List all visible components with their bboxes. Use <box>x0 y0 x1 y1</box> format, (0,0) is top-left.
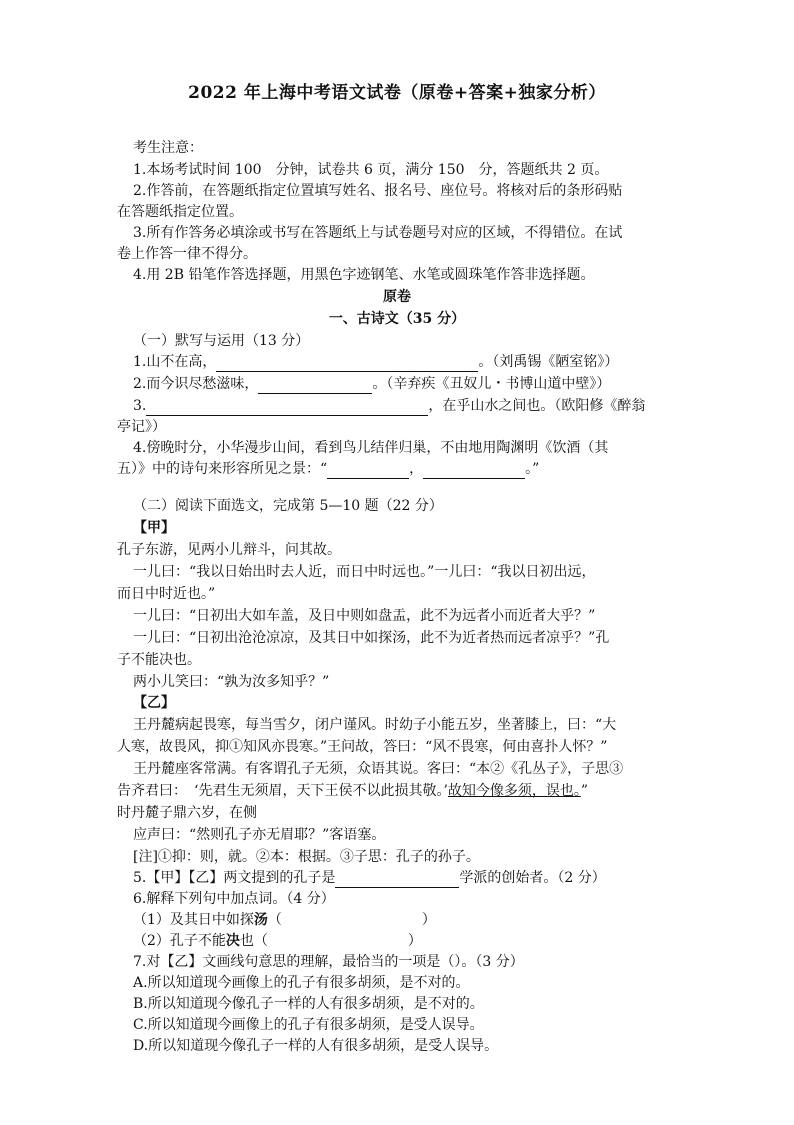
notice-item-4: 4.用 2B 铅笔作答选择题，用黑色字迹钢笔、水笔或圆珠笔作答非选择题。 <box>133 267 595 283</box>
q1-prefix: 1.山不在高， <box>133 354 217 370</box>
q6a-dotted-word: 汤 <box>253 912 268 928</box>
notice-item-3: 3.所有作答务必填涂或书写在答题纸上与试卷题号对应的区域，不得错位。在试 <box>133 225 623 241</box>
q4-answer-blank-2[interactable] <box>423 462 525 479</box>
q5-answer-blank[interactable] <box>335 871 459 888</box>
yi-line-3: 王丹麓座客常满。有客谓孔子无须，众语其说。客曰：“本②《孔丛子》，子思③ <box>133 761 624 777</box>
jia-line-2: 一儿曰：“我以日始出时去人近，而日中时远也。”一儿曰：“我以日初出远， <box>133 564 596 580</box>
q4-mid: ， <box>409 461 424 477</box>
jia-label: 【甲】 <box>133 520 175 536</box>
yi-line-4 <box>117 781 697 801</box>
q6b-prefix: （2）孔子不能 <box>133 933 226 949</box>
question-7-option-b[interactable]: B.所以知道现今像孔子一样的人有很多胡须，是不对的。 <box>133 996 484 1012</box>
q3-prefix: 3. <box>133 398 147 414</box>
question-5 <box>133 868 713 888</box>
question-7-stem: 7.对【乙】文画线句意思的理解，最恰当的一项是（）。（3 分） <box>133 954 524 970</box>
question-3 <box>133 396 713 416</box>
question-4-line1: 4.傍晚时分，小华漫步山间，看到鸟儿结伴归巢，不由地用陶渊明《饮酒（其 <box>133 440 609 456</box>
q6a-prefix: （1）及其日中如探 <box>133 912 254 928</box>
page-title: 2022 年上海中考语文试卷（原卷+答案+独家分析） <box>188 83 606 103</box>
q4-prefix: 五）》中的诗句来形容所见之景：“ <box>117 461 328 477</box>
jia-line-1: 孔子东游，见两小儿辩斗，问其故。 <box>117 542 341 558</box>
question-6-item-1 <box>133 910 713 930</box>
jia-line-5: 一儿曰：“日初出沧沧凉凉，及其日中如探汤，此不为近者热而远者凉乎？”孔 <box>133 630 610 646</box>
question-2 <box>133 374 713 394</box>
question-7-option-c[interactable]: C.所以知道现今画像上的孔子有很多胡须，是受人误导。 <box>133 1017 484 1033</box>
question-1 <box>133 352 713 372</box>
q6b-dotted-word: 决 <box>225 933 240 949</box>
notice-item-3-cont: 卷上作答一律不得分。 <box>117 246 257 262</box>
question-6-item-2 <box>133 931 713 951</box>
q4-answer-blank-1[interactable] <box>327 462 409 479</box>
q6a-answer-bracket[interactable]: （ ） <box>267 912 436 928</box>
question-7-option-a[interactable]: A.所以知道现今画像上的孔子有很多胡须，是不对的。 <box>133 975 470 991</box>
jia-line-3: 而日中时近也。” <box>117 586 216 602</box>
q1-suffix: 。（刘禹锡《陋室铭》） <box>478 354 619 370</box>
jia-line-6: 子不能决也。 <box>117 652 201 668</box>
yi-underlined-sentence: 故知今像多须，误也。 <box>447 783 581 799</box>
yi-line-4-prefix: 告齐君曰： ‘先君生无须眉，天下王侯不以此损其敬。’ <box>117 783 448 799</box>
yi-line-4-suffix: ” <box>580 783 589 799</box>
notice-item-1: 1.本场考试时间 100 分钟，试卷共 6 页，满分 150 分，答题纸共 2 页。 <box>133 162 609 178</box>
sub1-heading: （一）默写与运用（13 分） <box>133 333 310 349</box>
q2-prefix: 2.而今识尽愁滋味， <box>133 376 259 392</box>
q6b-answer-bracket[interactable]: 也（ ） <box>239 933 422 949</box>
yi-line-6: 应声曰：“然则孔子亦无眉耶？”客语塞。 <box>133 827 386 843</box>
jia-line-4: 一儿曰：“日初出大如车盖，及日中则如盘盂，此不为远者小而近者大乎？” <box>133 608 596 624</box>
yi-line-2: 人寒，故畏风，抑①知风亦畏寒。”王问故，答曰：“风不畏寒，何由喜扑人怀？” <box>117 739 608 755</box>
section-label: 原卷 <box>383 289 411 305</box>
notice-heading: 考生注意： <box>133 140 203 156</box>
q5-suffix: 学派的创始者。（2 分） <box>459 870 606 886</box>
notice-item-2-cont: 在答题纸指定位置。 <box>117 204 243 220</box>
jia-line-7: 两小儿笑曰：“孰为汝多知乎？” <box>133 674 330 690</box>
notice-item-2: 2.作答前，在答题纸指定位置填写姓名、报名号、座位号。将核对后的条形码贴 <box>133 183 623 199</box>
yi-line-1: 王丹麓病起畏寒，每当雪夕，闭户谨风。时幼子小能五岁，坐著膝上，曰：“大 <box>133 717 617 733</box>
yi-label: 【乙】 <box>133 695 175 711</box>
q3-answer-blank[interactable] <box>146 399 428 416</box>
footnote: [注]①抑：则，就。②本：根据。③子思：孔子的孙子。 <box>133 849 480 865</box>
part1-heading: 一、古诗文（35 分） <box>328 311 466 327</box>
q2-answer-blank[interactable] <box>258 377 372 394</box>
question-7-option-d[interactable]: D.所以知道现今像孔子一样的人有很多胡须，是受人误导。 <box>133 1038 499 1054</box>
q4-suffix: 。” <box>525 461 540 477</box>
q1-answer-blank[interactable] <box>216 355 478 372</box>
question-3-cont: 亭记》） <box>117 419 166 435</box>
yi-line-5: 时丹麓子鼎六岁，在侧 <box>117 805 257 821</box>
q5-prefix: 5.【甲】【乙】两文提到的孔子是 <box>133 870 336 886</box>
q3-suffix: ，在乎山水之间也。（欧阳修《醉翁 <box>428 398 646 414</box>
q2-suffix: 。（辛弃疾《丑奴儿・书博山道中壁》） <box>372 376 611 392</box>
question-4-line2 <box>117 459 697 479</box>
sub2-heading: （二）阅读下面选文，完成第 5—10 题（22 分） <box>133 498 443 514</box>
question-6-stem: 6.解释下列句中加点词。（4 分） <box>133 891 335 907</box>
